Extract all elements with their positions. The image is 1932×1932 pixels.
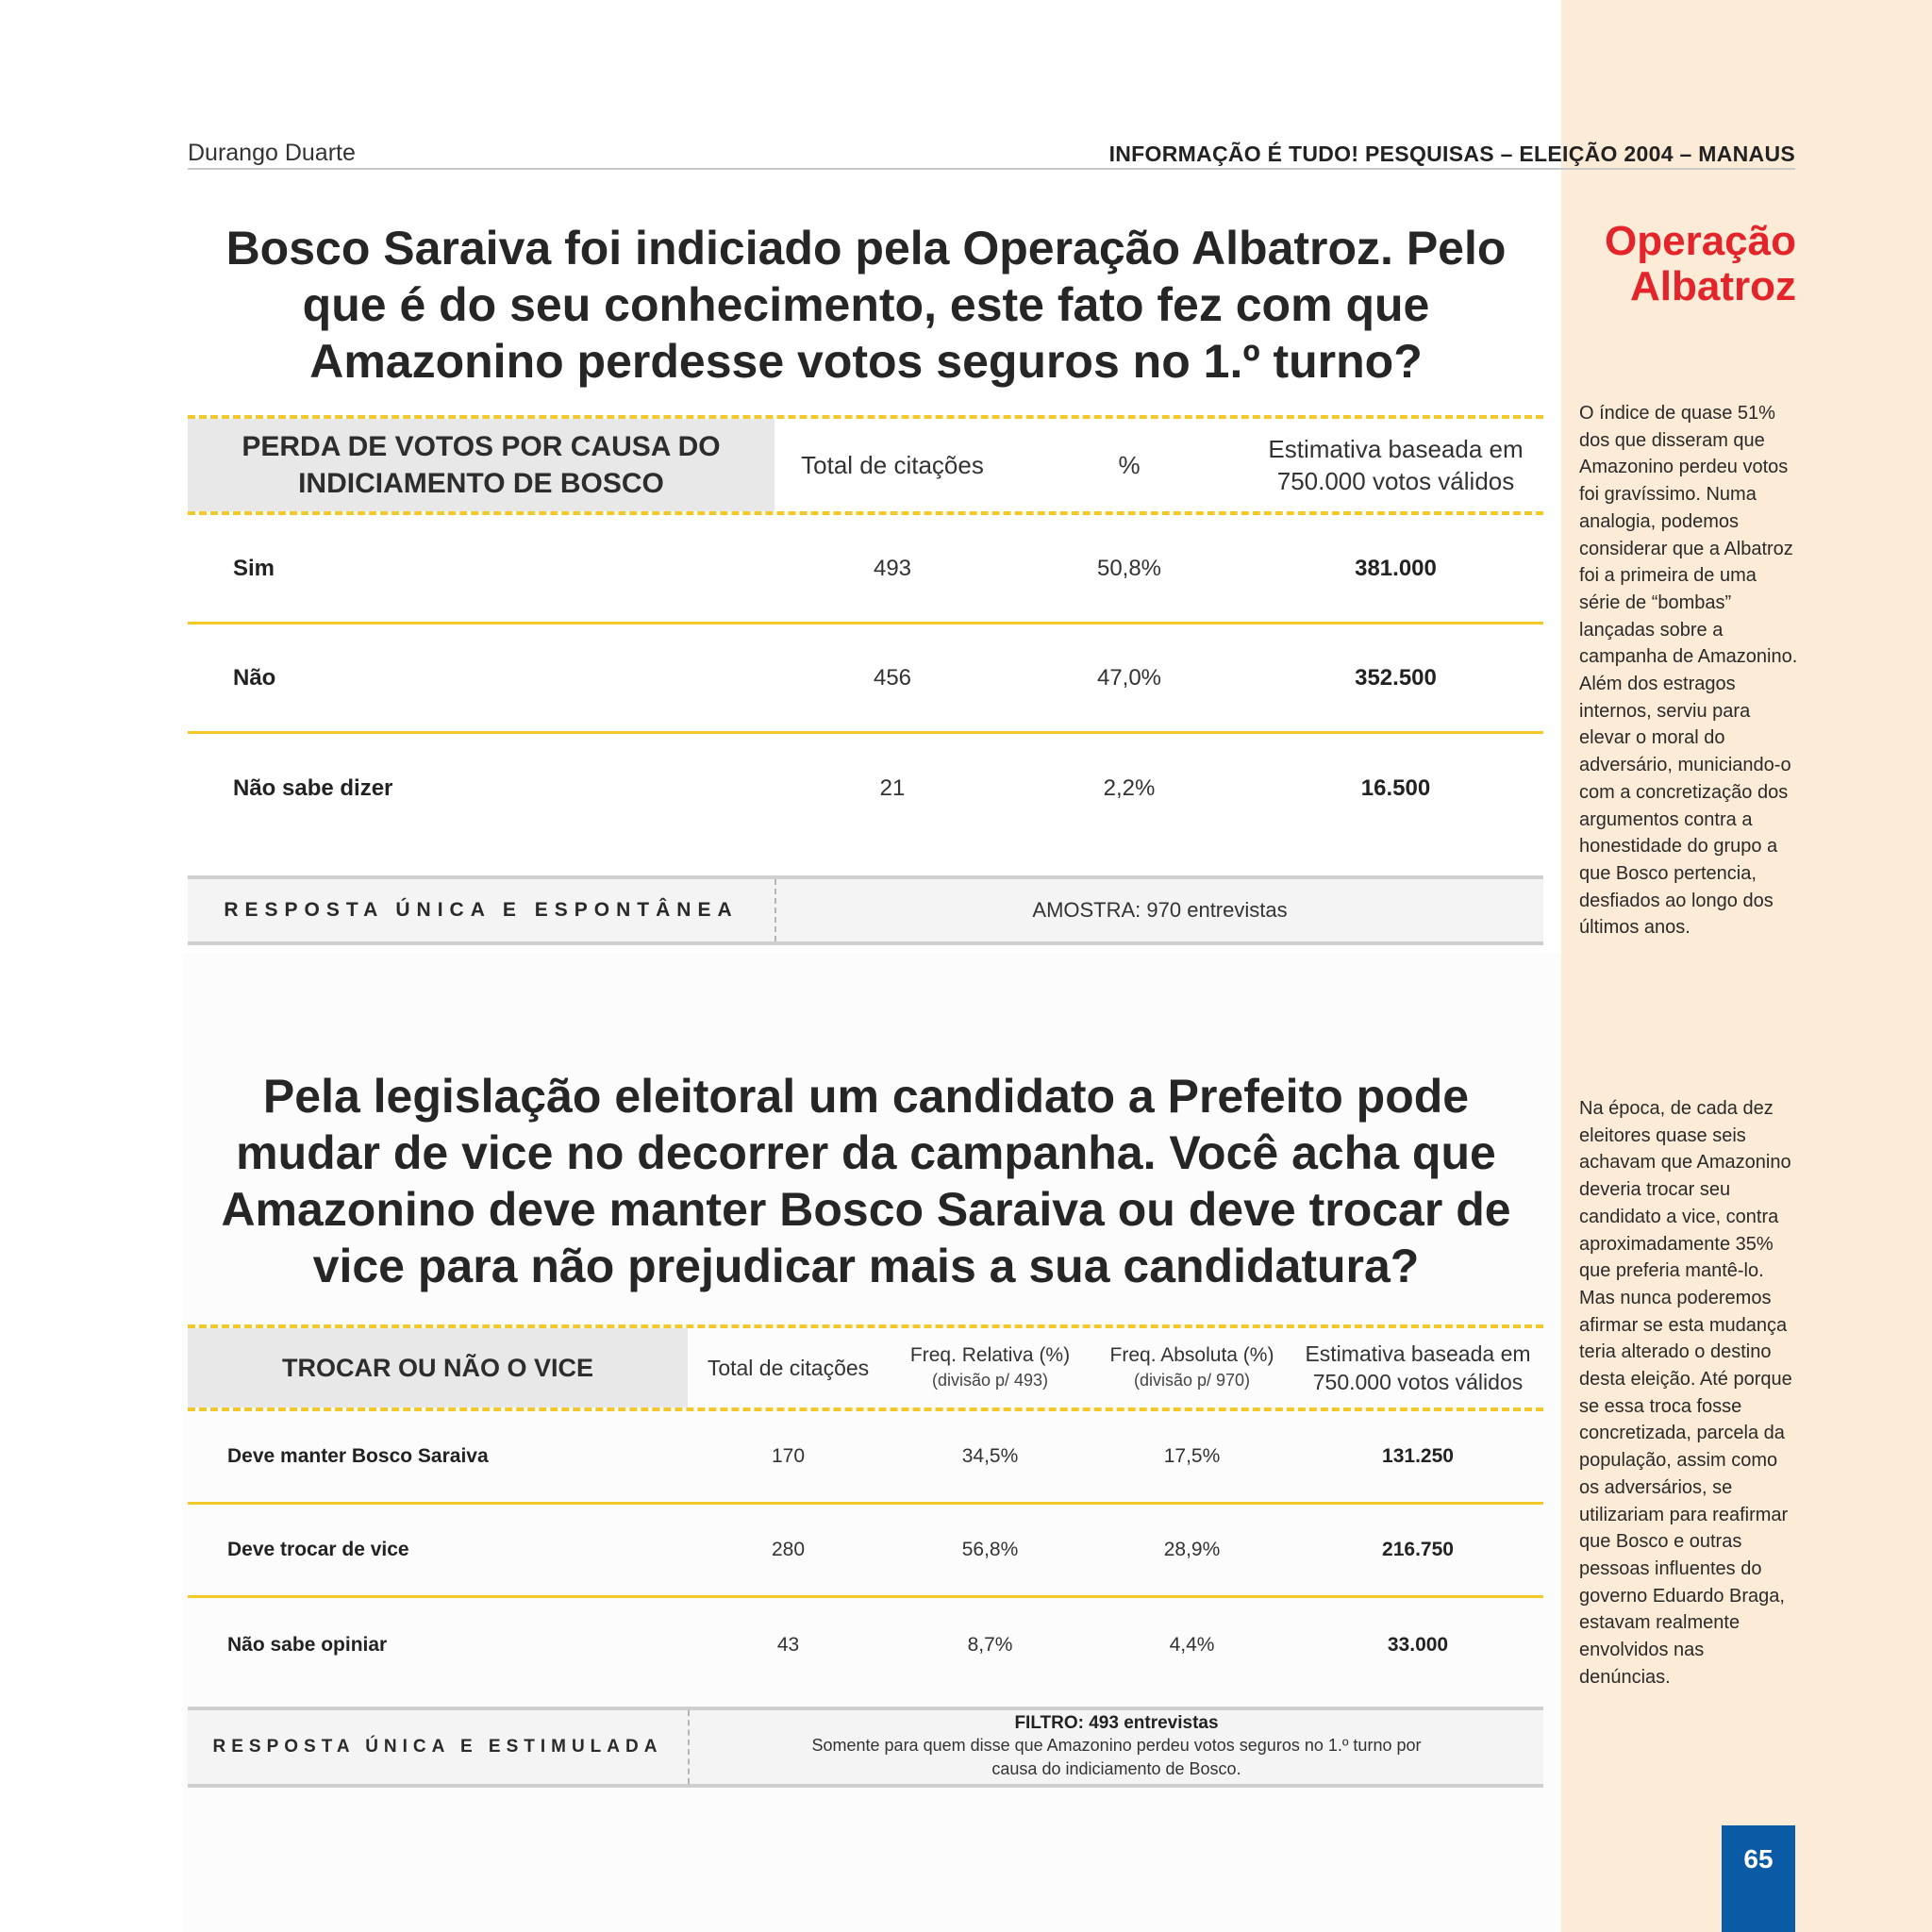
row-estimate: 16.500 [1360,775,1431,801]
filter-count: FILTRO: 493 entrevistas [1014,1713,1219,1733]
table-title: PERDA DE VOTOS POR CAUSA DO INDICIAMENTO DE BOSCO [188,419,774,511]
table-row [188,734,1543,843]
running-header-title: INFORMAÇÃO É TUDO! PESQUISAS – ELEIÇÃO 2004 – MANAUS [1108,142,1795,166]
table-title: TROCAR OU NÃO O VICE [188,1328,688,1407]
column-header-absolute-label: Freq. Absoluta (%) [1109,1344,1274,1366]
row-percent: 2,2% [1103,775,1156,801]
sidebar-title: Operação Albatroz [1605,218,1796,309]
row-percent: 47,0% [1096,664,1162,691]
column-header-relative-label: Freq. Relativa (%) [909,1344,1071,1366]
row-relative: 34,5% [961,1445,1019,1467]
column-header-estimate: Estimativa baseada em 750.000 votos válidos [1268,435,1524,495]
header-divider [188,168,1795,170]
table-row [188,1411,1543,1505]
row-estimate: 216.750 [1382,1539,1454,1560]
row-label: Sim [233,555,275,581]
row-label: Não [233,664,276,691]
row-absolute: 4,4% [1169,1634,1215,1656]
row-label: Não sabe dizer [233,775,393,801]
filter-note [690,1710,1543,1784]
row-total: 170 [771,1445,806,1467]
table-header [188,1328,1543,1407]
column-header-absolute-note: (divisão p/ 970) [1133,1371,1251,1390]
column-header-relative-note: (divisão p/ 493) [931,1371,1049,1390]
row-total: 21 [879,775,906,801]
table-row [188,1505,1543,1598]
table-row [188,1598,1543,1692]
column-header-percent: % [1118,450,1141,479]
question-2-heading: Pela legislação eleitoral um candidato a Prefeito pode mudar de vice no decorrer da campanha. Você acha que Amazonino deve manter Bosco Saraiva ou deve trocar de vice para não prejudicar mais a sua candidatura? [221,1070,1511,1292]
table-row [188,515,1543,625]
row-relative: 8,7% [967,1634,1013,1656]
row-label: Deve manter Bosco Saraiva [227,1445,489,1467]
response-type: RESPOSTA ÚNICA E ESPONTÂNEA [188,879,776,941]
question-1-heading: Bosco Saraiva foi indiciado pela Operação Albatroz. Pelo que é do seu conhecimento, este fato fez com que Amazonino perdesse votos seguros no 1.º turno? [225,222,1507,388]
column-header-total: Total de citações [707,1355,870,1380]
column-header-relative [889,1343,1091,1392]
response-type: RESPOSTA ÚNICA E ESTIMULADA [188,1710,690,1784]
row-absolute: 17,5% [1163,1445,1221,1467]
row-relative: 56,8% [961,1539,1019,1560]
column-header-estimate: Estimativa baseada em 750.000 votos válidos [1305,1341,1531,1394]
running-header-author: Durango Duarte [188,140,356,166]
table-change-vice [188,1324,1543,1788]
row-label: Deve trocar de vice [227,1539,409,1560]
table-footer [188,1707,1543,1788]
row-estimate: 33.000 [1387,1634,1449,1656]
table-vote-loss [188,415,1543,945]
table-row [188,625,1543,734]
sidebar-paragraph-1: O índice de quase 51% dos que disseram que Amazonino perdeu votos foi gravíssimo. Numa analogia, podemos considerar que a Albatroz foi a primeira de uma série de “bombas” lançadas sobre a campanha de Amazonino. Além dos estragos internos, serviu para elevar o moral do adversário, municiando-o com a concretização dos argumentos contra a honestidade do grupo a que Bosco pertencia, desfiados ao longo dos últimos anos. [1579,403,1798,939]
filter-description: Somente para quem disse que Amazonino perdeu votos seguros no 1.º turno por causa do indiciamento de Bosco. [811,1736,1422,1778]
row-total: 43 [776,1634,800,1656]
row-total: 493 [873,555,912,581]
row-absolute: 28,9% [1163,1539,1221,1560]
row-total: 456 [873,664,912,691]
sample-size: AMOSTRA: 970 entrevistas [1032,898,1288,922]
table-header [188,419,1543,511]
row-label: Não sabe opiniar [227,1634,388,1656]
row-percent: 50,8% [1096,555,1162,581]
row-estimate: 131.250 [1382,1445,1454,1467]
table-footer [188,875,1543,945]
row-estimate: 352.500 [1355,664,1437,691]
row-total: 280 [771,1539,806,1560]
page-number: 65 [1722,1825,1795,1932]
column-header-absolute [1091,1343,1292,1392]
sidebar-paragraph-2: Na época, de cada dez eleitores quase seis achavam que Amazonino deveria trocar seu candidato a vice, contra aproximadamente 35% que preferia mantê-lo. Mas nunca poderemos afirmar se esta mudança teria alterado o destino desta eleição. Até porque se essa troca fosse concretizada, parcela da população, assim como os adversários, se utilizariam para reafirmar que Bosco e outras pessoas influentes do governo Eduardo Braga, estavam realmente envolvidos nas denúncias. [1579,1098,1792,1688]
row-estimate: 381.000 [1355,555,1437,581]
column-header-total: Total de citações [801,450,984,479]
